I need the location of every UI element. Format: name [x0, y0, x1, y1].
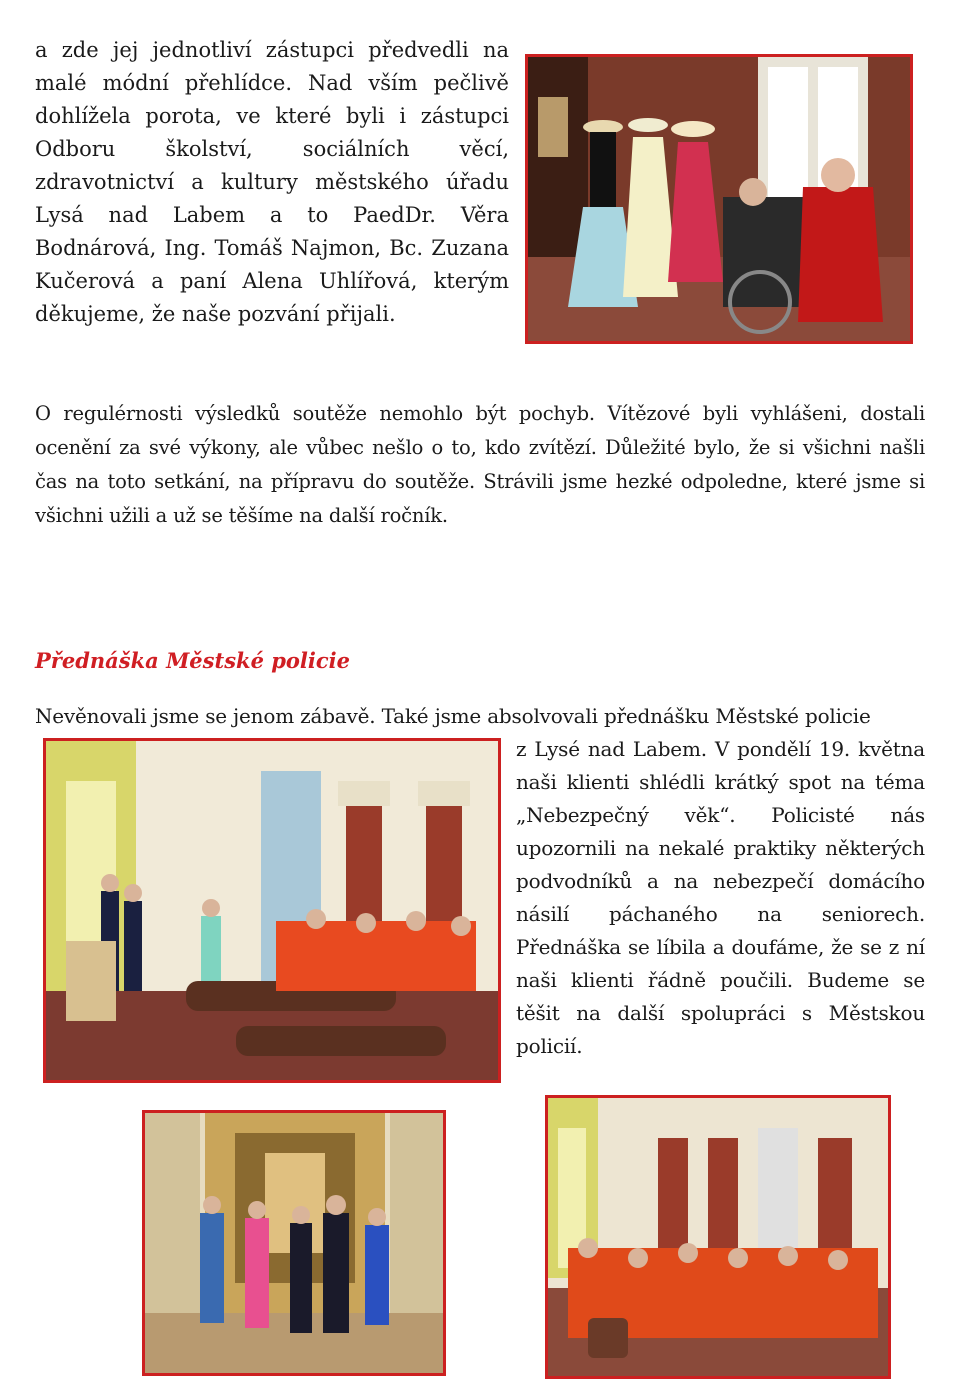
police-paragraph-continued: z Lysé nad Labem. V pondělí 19. května naši klienti shlédli krátký spot na téma „Nebezpečný věk“. Policisté nás upozornili na nekalé praktiky některých podvodníků a na nebezpečí domácího násilí páchaného na seniorech. Přednáška se líbila a doufáme, že se z ní naši klienti řádně poučili. Budeme se těšit na další spolupráci s Městskou policií. — [516, 737, 925, 1058]
audience-hall-photo — [545, 1095, 891, 1379]
chapel-group-photo — [142, 1110, 446, 1376]
intro-paragraph: a zde jej jednotliví zástupci předvedli na malé módní přehlídce. Nad vším pečlivě dohlížela porota, ve které byli i zástupci Odboru školství, sociálních věcí, zdravotnictví a kultury městského úřadu Lysá nad Labem a to PaedDr. Věra Bodnárová, Ing. Tomáš Najmon, Bc. Zuzana Kučerová a paní Alena Uhlířová, kterým děkujeme, že naše pozvání přijali. — [35, 38, 509, 326]
police-lecture-hall-photo — [43, 738, 501, 1083]
results-paragraph: O regulérnosti výsledků soutěže nemohlo být pochyb. Vítězové byli vyhlášeni, dostali ocenění za své výkony, ale vůbec nešlo o to, kdo zvítězí. Důležité bylo, že si všichni našli čas na toto setkání, na přípravu do soutěže. Strávili jsme hezké odpoledne, které jsme si všichni užili a už se těšíme na další ročník. — [35, 402, 925, 527]
police-paragraph-first-line: Nevěnovali jsme se jenom zábavě. Také jsme absolvovali přednášku Městské policie — [35, 704, 871, 728]
section-heading-police-lecture: Přednáška Městské policie — [35, 648, 351, 673]
fashion-show-photo — [525, 54, 913, 344]
